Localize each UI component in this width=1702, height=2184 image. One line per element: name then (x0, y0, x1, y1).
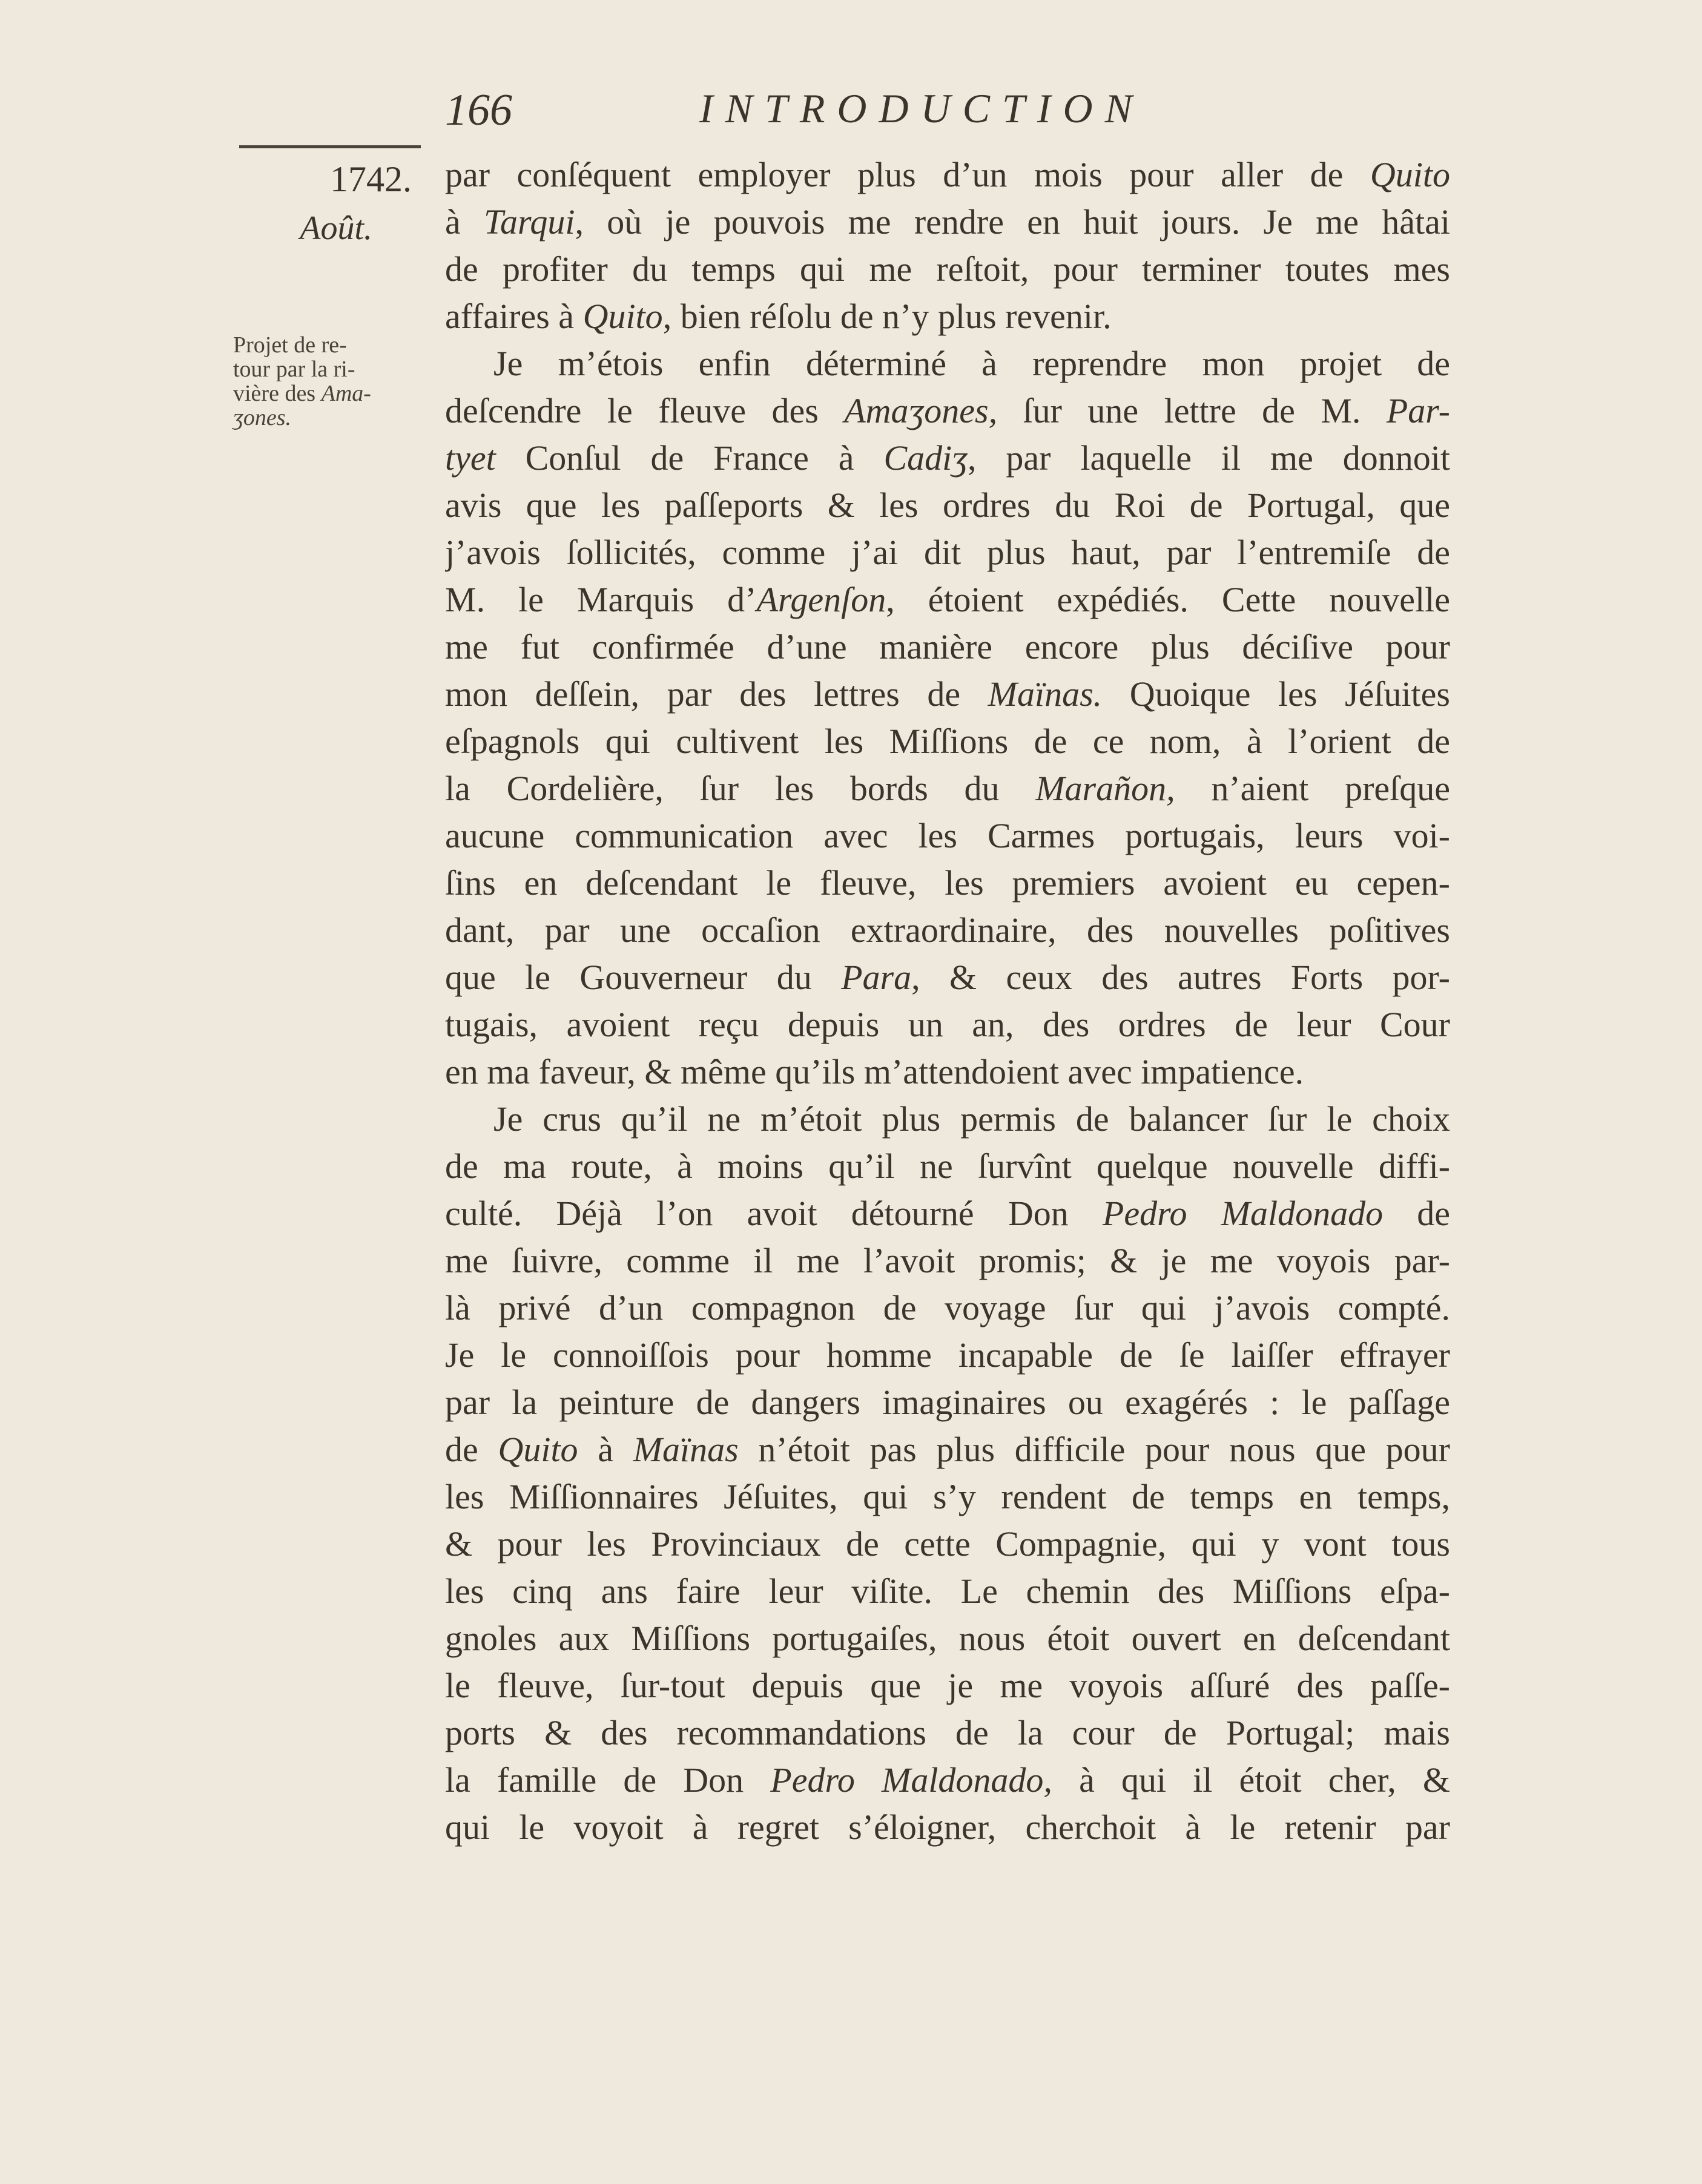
text-run: le fleuve, ſur-tout depuis que je me voyois aſſuré des paſſe- (445, 1666, 1450, 1705)
text-run: j’avois ſollicités, comme j’ai dit plus haut, par l’entremiſe de (445, 533, 1450, 572)
text-run: de (445, 1430, 498, 1469)
text-run: tugais, avoient reçu depuis un an, des ordres de leur Cour (445, 1005, 1450, 1044)
text-run: vière des (233, 381, 322, 406)
text-run: ſins en deſcendant le fleuve, les premiers avoient eu cepen- (445, 863, 1450, 903)
text-line (445, 1001, 1450, 1048)
text-run: par conſéquent employer plus d’un mois pour aller de (445, 155, 1370, 194)
text-line (445, 1473, 1450, 1521)
text-run: en ma faveur, & même qu’ils m’attendoient avec impatience. (445, 1052, 1304, 1091)
italic-text: Maïnas (633, 1430, 739, 1469)
italic-text: ʒones. (233, 405, 292, 430)
margin-note-line (233, 333, 433, 357)
text-line (445, 1379, 1450, 1426)
page-number: 166 (445, 85, 512, 135)
text-line (445, 482, 1450, 529)
text-run: de (1383, 1194, 1450, 1233)
text-run: , où je pouvois me rendre en huit jours. Je me hâtai (575, 202, 1450, 242)
text-run: à (578, 1430, 633, 1469)
text-line (445, 199, 1450, 246)
text-run: Quoique les Jéſuites (1102, 674, 1450, 714)
text-run: Conſul de France à (495, 438, 884, 478)
text-run: Projet de re- (233, 332, 347, 358)
text-run: affaires à (445, 297, 583, 336)
margin-note-line (233, 357, 433, 381)
text-line (445, 529, 1450, 576)
text-run: ports & des recommandations de la cour de Portugal; mais (445, 1713, 1450, 1752)
italic-text: Pedro Maldonado, (770, 1760, 1052, 1800)
text-run: Je le connoiſſois pour homme incapable de ſe laiſſer effrayer (445, 1335, 1450, 1375)
italic-text: Tarqui (484, 202, 575, 242)
italic-text: Par- (1386, 391, 1450, 430)
text-run: les cinq ans faire leur viſite. Le chemin des Miſſions eſpa- (445, 1571, 1450, 1611)
text-line (445, 1048, 1450, 1096)
text-line (445, 1190, 1450, 1237)
italic-text: Para (841, 958, 912, 997)
text-line (445, 671, 1450, 718)
text-line (445, 812, 1450, 860)
text-run: les Miſſionnaires Jéſuites, qui s’y rendent de temps en temps, (445, 1477, 1450, 1516)
text-line (445, 718, 1450, 765)
text-run: M. le Marquis d’ (445, 580, 757, 619)
margin-note-line (233, 381, 433, 406)
text-run: eſpagnols qui cultivent les Miſſions de ce nom, à l’orient de (445, 722, 1450, 761)
text-line (445, 1568, 1450, 1615)
italic-text: Amaʒones, (844, 391, 998, 430)
text-run: n’aient preſque (1175, 769, 1450, 808)
margin-month: Août. (300, 209, 372, 247)
text-run: & pour les Provinciaux de cette Compagnie, qui y vont tous (445, 1524, 1450, 1564)
text-line (445, 860, 1450, 907)
text-run: , bien réſolu de n’y plus revenir. (662, 297, 1112, 336)
text-run: de ma route, à moins qu’il ne ſurvînt quelque nouvelle diffi- (445, 1146, 1450, 1186)
text-run: aucune communication avec les Carmes portugais, leurs voi- (445, 816, 1450, 855)
italic-text: Quito (1370, 155, 1450, 194)
italic-text: Ama- (321, 381, 371, 406)
text-run: mon deſſein, par des lettres de (445, 674, 988, 714)
text-line (445, 765, 1450, 812)
text-line (445, 435, 1450, 482)
text-line (445, 1237, 1450, 1284)
italic-text: Cadiʒ (883, 438, 968, 478)
text-run: culté. Déjà l’on avoit détourné Don (445, 1194, 1103, 1233)
text-line (445, 1709, 1450, 1757)
text-run: de profiter du temps qui me reſtoit, pour terminer toutes mes (445, 249, 1450, 289)
text-line (445, 340, 1450, 387)
running-title: INTRODUCTION (699, 85, 1144, 131)
text-run: ſur une lettre de M. (997, 391, 1387, 430)
text-run: deſcendre le fleuve des (445, 391, 845, 430)
italic-text: tyet (445, 438, 496, 478)
text-run: par la peinture de dangers imaginaires ou exagérés : le paſſage (445, 1383, 1450, 1422)
italic-text: Quito (582, 297, 663, 336)
text-line (445, 151, 1450, 199)
text-run: la Cordelière, ſur les bords du (445, 769, 1036, 808)
text-run: Je crus qu’il ne m’étoit plus permis de balancer ſur le choix (493, 1099, 1450, 1139)
text-line (445, 954, 1450, 1001)
text-line (445, 1615, 1450, 1662)
text-run: à qui il étoit cher, & (1052, 1760, 1450, 1800)
text-run: , étoient expédiés. Cette nouvelle (886, 580, 1450, 619)
text-run: à (445, 202, 484, 242)
text-run: là privé d’un compagnon de voyage ſur qui j’avois compté. (445, 1288, 1450, 1327)
text-run: me fut confirmée d’une manière encore plus déciſive pour (445, 627, 1450, 666)
italic-text: Pedro Maldonado (1102, 1194, 1384, 1233)
text-run: tour par la ri- (233, 357, 355, 382)
body-text (445, 151, 1450, 1851)
text-line (445, 1804, 1450, 1851)
text-line (445, 246, 1450, 293)
text-line (445, 1096, 1450, 1143)
text-line (445, 907, 1450, 954)
text-line (445, 576, 1450, 623)
text-line (445, 1757, 1450, 1804)
page-header (445, 85, 1450, 139)
text-line (445, 1521, 1450, 1568)
margin-year: 1742. (330, 159, 412, 199)
text-line (445, 623, 1450, 671)
margin-note (233, 333, 433, 430)
italic-text: Marañon, (1035, 769, 1175, 808)
text-run: que le Gouverneur du (445, 958, 842, 997)
text-run: Je m’étois enfin déterminé à reprendre mon projet de (493, 344, 1450, 383)
text-run: me ſuivre, comme il me l’avoit promis; & je me voyois par- (445, 1241, 1450, 1280)
margin-rule (239, 145, 421, 148)
text-run: , & ceux des autres Forts por- (911, 958, 1450, 997)
italic-text: Quito (498, 1430, 578, 1469)
text-line (445, 293, 1450, 340)
text-run: avis que les paſſeports & les ordres du Roi de Portugal, que (445, 485, 1450, 525)
text-run: n’étoit pas plus difficile pour nous que pour (738, 1430, 1450, 1469)
text-line (445, 1662, 1450, 1709)
text-line (445, 1284, 1450, 1332)
text-line (445, 1143, 1450, 1190)
text-run: , par laquelle il me donnoit (968, 438, 1450, 478)
text-run: qui le voyoit à regret s’éloigner, cherchoit à le retenir par (445, 1807, 1450, 1847)
text-run: gnoles aux Miſſions portugaiſes, nous étoit ouvert en deſcendant (445, 1619, 1450, 1658)
text-run: dant, par une occaſion extraordinaire, des nouvelles poſitives (445, 910, 1450, 950)
text-line (445, 1332, 1450, 1379)
text-line (445, 387, 1450, 435)
italic-text: Maïnas. (988, 674, 1103, 714)
margin-note-line (233, 406, 433, 430)
text-line (445, 1426, 1450, 1473)
italic-text: Argenſon (756, 580, 886, 619)
text-run: la famille de Don (445, 1760, 771, 1800)
